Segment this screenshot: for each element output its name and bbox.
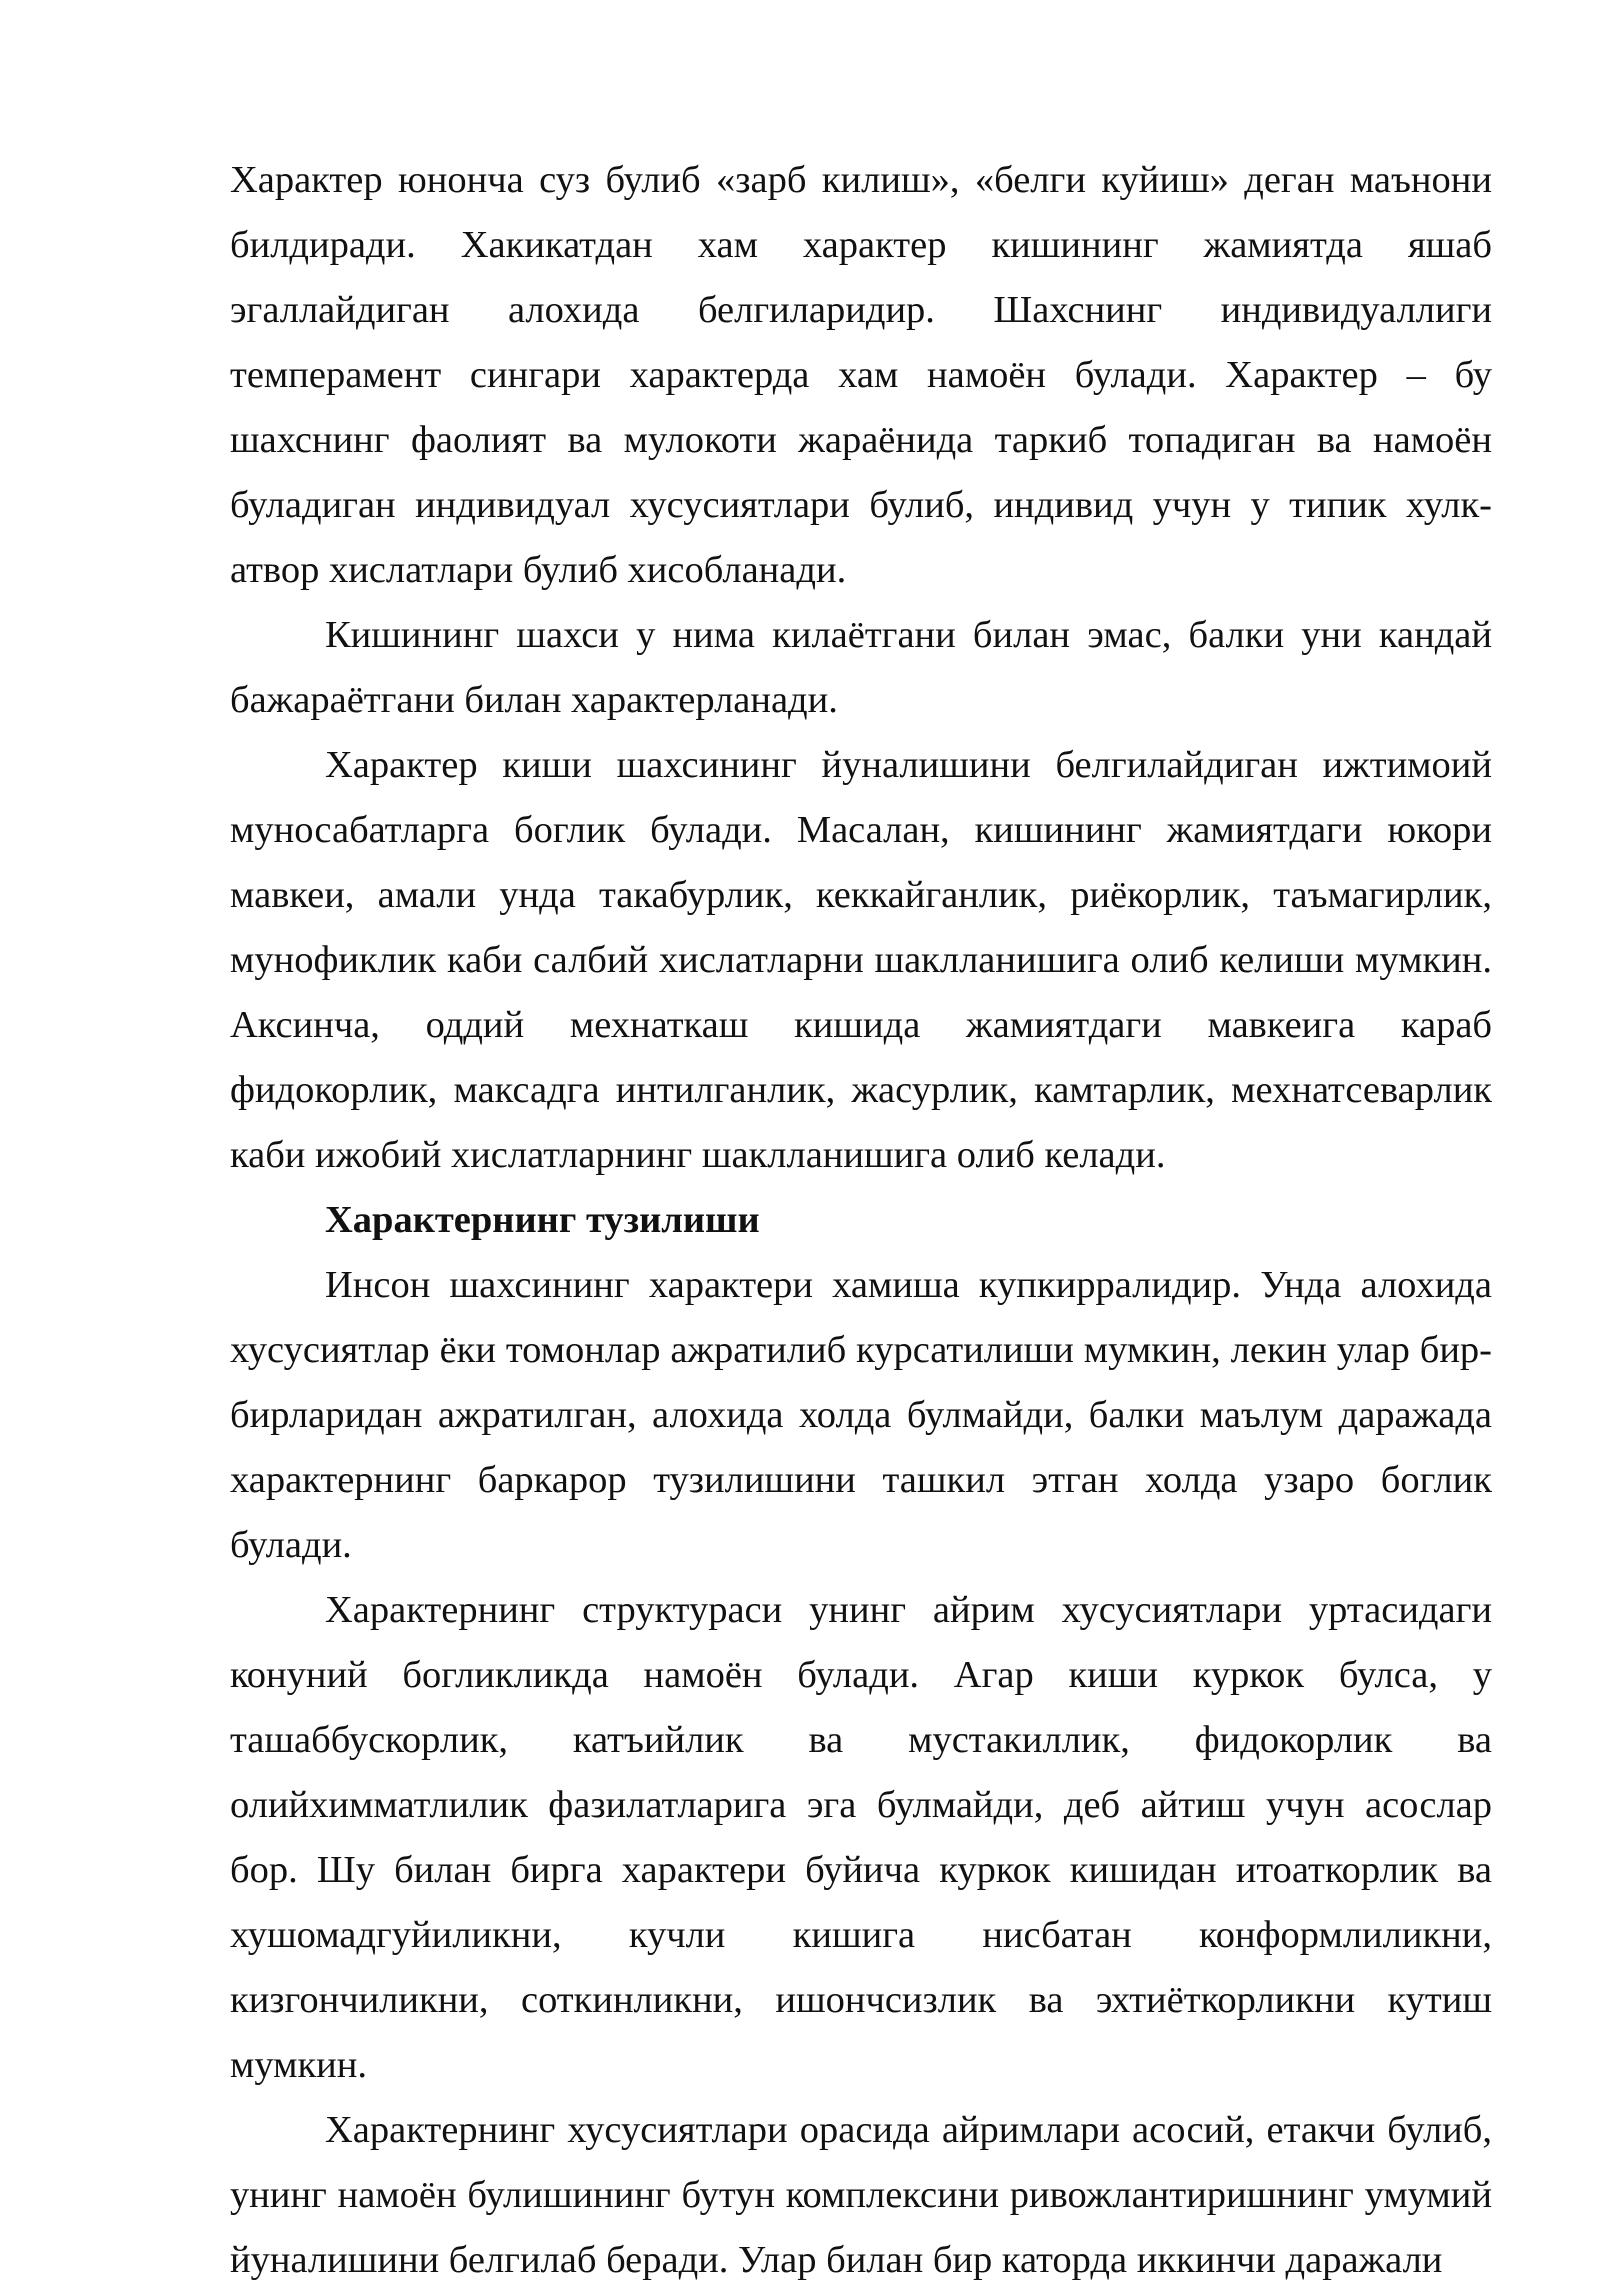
paragraph-2: Кишининг шахси у нима килаётгани билан эмас, балки уни кандай бажараётгани билан характерланади.	[230, 614, 1492, 721]
section-heading: Характернинг тузилиши	[325, 1199, 760, 1241]
paragraph-4: Инсон шахсининг характери хамиша купкирралидир. Унда алохида хусусиятлар ёки томонлар ажратилиб курсатилиши мумкин, лекин улар бир-бирларидан ажратилган, алохида холда булмайди, балки маълум даражада характернинг баркарор тузилишини ташкил этган холда узаро боглик булади.	[230, 1264, 1492, 1566]
paragraph-3: Характер киши шахсининг йуналишини белгилайдиган ижтимоий муносабатларга боглик булади. Масалан, кишининг жамиятдаги юкори мавкеи, амали унда такабурлик, кеккайганлик, риёкорлик, таъмагирлик, мунофиклик каби салбий хислатларни шаклланишига олиб келиши мумкин. Аксинча, оддий мехнаткаш кишида жамиятдаги мавкеига караб фидокорлик, максадга интилганлик, жасурлик, камтарлик, мехнатсеварлик каби ижобий хислатларнинг шаклланишига олиб келади.	[230, 744, 1492, 1176]
paragraph-1: Характер юнонча суз булиб «зарб килиш», «белги куйиш» деган маънони билдиради. Хакикатдан хам характер кишининг жамиятда яшаб эгаллайдиган алохида белгиларидир. Шахснинг индивидуаллиги темперамент сингари характерда хам намоён булади. Характер – бу шахснинг фаолият ва мулокоти жараёнида таркиб топадиган ва намоён буладиган индивидуал хусусиятлари булиб, индивид учун у типик хулк-атвор хислатлари булиб хисобланади.	[230, 159, 1492, 591]
paragraph-6: Характернинг хусусиятлари орасида айримлари асосий, етакчи булиб, унинг намоён булишининг бутун комплексини ривожлантиришнинг умумий йуналишини белгилаб беради. Улар билан бир каторда иккинчи даражали	[230, 2109, 1492, 2281]
paragraph-5: Характернинг структураси унинг айрим хусусиятлари уртасидаги конуний богликликда намоён булади. Агар киши куркок булса, у ташаббускорлик, катъийлик ва мустакиллик, фидокорлик ва олийхимматлилик фазилатларига эга булмайди, деб айтиш учун асослар бор. Шу билан бирга характери буйича куркок кишидан итоаткорлик ва хушомадгуйиликни, кучли кишига нисбатан конформлиликни, кизгончиликни, соткинликни, ишончсизлик ва эхтиёткорликни кутиш мумкин.	[230, 1589, 1492, 2086]
document-page	[230, 148, 1492, 2293]
